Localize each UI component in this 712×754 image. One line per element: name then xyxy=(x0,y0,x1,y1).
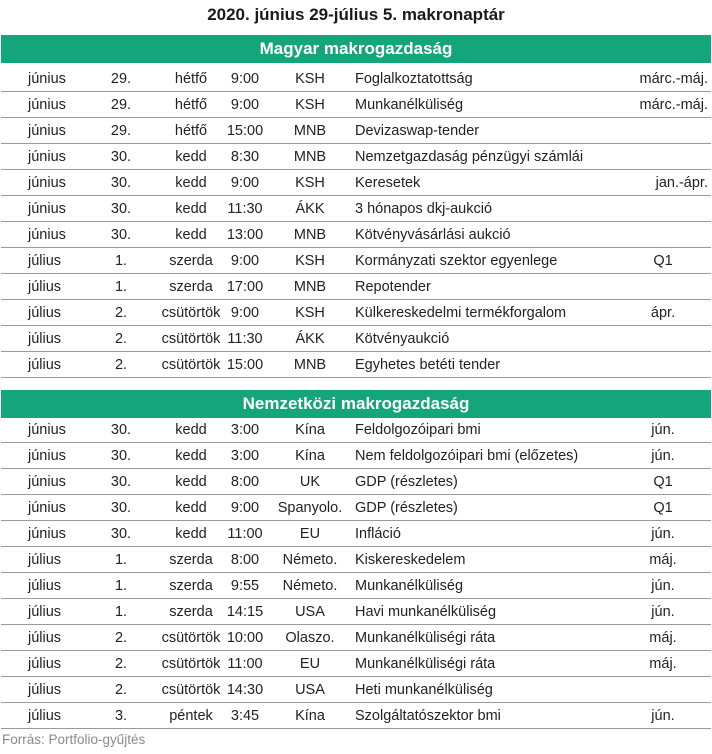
event-cell: Foglalkoztatottság xyxy=(355,71,473,87)
weekday-cell: péntek xyxy=(169,708,213,724)
time-cell: 15:00 xyxy=(226,357,264,373)
event-cell: Havi munkanélküliség xyxy=(355,604,497,620)
table-row xyxy=(1,118,711,144)
day-cell: 30. xyxy=(110,201,132,217)
month-cell: július xyxy=(28,279,62,295)
day-cell: 30. xyxy=(110,474,132,490)
table-row xyxy=(1,495,711,521)
table-row xyxy=(1,300,711,326)
weekday-cell: kedd xyxy=(175,474,207,490)
event-cell: GDP (részletes) xyxy=(355,500,458,516)
source-cell: ÁKK xyxy=(295,201,325,217)
source-cell: USA xyxy=(295,682,325,698)
event-cell: Devizaswap-tender xyxy=(355,123,480,139)
month-cell: július xyxy=(28,682,62,698)
weekday-cell: kedd xyxy=(175,227,207,243)
month-cell: június xyxy=(28,97,66,113)
time-cell: 9:00 xyxy=(230,71,260,87)
table-row xyxy=(1,651,711,677)
international-rows xyxy=(1,417,711,729)
month-cell: július xyxy=(28,630,62,646)
event-cell: Egyhetes betéti tender xyxy=(355,357,501,373)
section-header-hungarian: Magyar makrogazdaság xyxy=(1,35,711,63)
day-cell: 1. xyxy=(114,279,128,295)
day-cell: 29. xyxy=(110,71,132,87)
table-row xyxy=(1,443,711,469)
period-cell: jún. xyxy=(651,422,675,438)
weekday-cell: szerda xyxy=(169,253,213,269)
event-cell: Szolgáltatószektor bmi xyxy=(355,708,501,724)
table-row xyxy=(1,625,711,651)
table-row xyxy=(1,170,711,196)
day-cell: 1. xyxy=(114,604,128,620)
month-cell: június xyxy=(28,71,66,87)
day-cell: 1. xyxy=(114,552,128,568)
source-cell: Németo. xyxy=(282,552,338,568)
time-cell: 11:30 xyxy=(227,331,263,347)
table-row xyxy=(1,248,711,274)
period-cell: máj. xyxy=(649,552,677,568)
weekday-cell: csütörtök xyxy=(161,682,221,698)
time-cell: 9:55 xyxy=(230,578,260,594)
weekday-cell: csütörtök xyxy=(161,305,221,321)
table-row xyxy=(1,573,711,599)
day-cell: 30. xyxy=(110,500,132,516)
period-cell: Q1 xyxy=(653,474,673,490)
day-cell: 2. xyxy=(114,682,128,698)
source-cell: KSH xyxy=(295,97,325,113)
table-row xyxy=(1,599,711,625)
section-header-international: Nemzetközi makrogazdaság xyxy=(1,390,711,418)
source-cell: Kína xyxy=(295,422,325,438)
source-cell: Kína xyxy=(295,448,325,464)
event-cell: Keresetek xyxy=(355,175,421,191)
hungarian-rows xyxy=(1,66,711,378)
event-cell: 3 hónapos dkj-aukció xyxy=(355,201,493,217)
time-cell: 9:00 xyxy=(230,97,260,113)
table-row xyxy=(1,92,711,118)
day-cell: 2. xyxy=(114,656,128,672)
table-row xyxy=(1,274,711,300)
source-cell: Németo. xyxy=(282,578,338,594)
weekday-cell: csütörtök xyxy=(161,357,221,373)
source-cell: Spanyolo. xyxy=(277,500,343,516)
weekday-cell: szerda xyxy=(169,279,213,295)
event-cell: Nemzetgazdaság pénzügyi számlái xyxy=(355,149,584,165)
time-cell: 9:00 xyxy=(230,305,260,321)
source-cell: KSH xyxy=(295,305,325,321)
time-cell: 9:00 xyxy=(230,175,260,191)
table-row xyxy=(1,352,711,378)
time-cell: 11:00 xyxy=(227,656,263,672)
event-cell: Nem feldolgozóipari bmi (előzetes) xyxy=(355,448,579,464)
source-cell: EU xyxy=(299,656,321,672)
source-cell: UK xyxy=(299,474,321,490)
month-cell: június xyxy=(28,123,66,139)
month-cell: július xyxy=(28,604,62,620)
source-cell: ÁKK xyxy=(295,331,325,347)
source-cell: MNB xyxy=(293,227,327,243)
time-cell: 8:00 xyxy=(230,474,260,490)
month-cell: július xyxy=(28,253,62,269)
month-cell: július xyxy=(28,656,62,672)
event-cell: Infláció xyxy=(355,526,401,542)
source-cell: Olaszo. xyxy=(285,630,335,646)
weekday-cell: kedd xyxy=(175,448,207,464)
weekday-cell: csütörtök xyxy=(161,331,221,347)
period-cell: jún. xyxy=(651,526,675,542)
source-cell: USA xyxy=(295,604,325,620)
period-cell: jún. xyxy=(651,708,675,724)
weekday-cell: kedd xyxy=(175,500,207,516)
month-cell: június xyxy=(28,201,66,217)
day-cell: 2. xyxy=(114,331,128,347)
table-row xyxy=(1,326,711,352)
day-cell: 30. xyxy=(110,227,132,243)
event-cell: Munkanélküliségi ráta xyxy=(355,630,496,646)
month-cell: július xyxy=(28,578,62,594)
time-cell: 15:00 xyxy=(226,123,264,139)
time-cell: 3:45 xyxy=(230,708,260,724)
event-cell: GDP (részletes) xyxy=(355,474,458,490)
day-cell: 3. xyxy=(114,708,128,724)
period-cell: jún. xyxy=(651,578,675,594)
weekday-cell: hétfő xyxy=(174,97,208,113)
event-cell: Heti munkanélküliség xyxy=(355,682,493,698)
time-cell: 14:15 xyxy=(226,604,264,620)
month-cell: július xyxy=(28,331,62,347)
time-cell: 11:00 xyxy=(227,526,263,542)
time-cell: 17:00 xyxy=(226,279,264,295)
weekday-cell: szerda xyxy=(169,578,213,594)
month-cell: július xyxy=(28,305,62,321)
source-cell: KSH xyxy=(295,71,325,87)
weekday-cell: kedd xyxy=(175,149,207,165)
month-cell: július xyxy=(28,708,62,724)
month-cell: június xyxy=(28,474,66,490)
table-row xyxy=(1,677,711,703)
weekday-cell: csütörtök xyxy=(161,630,221,646)
day-cell: 1. xyxy=(114,578,128,594)
month-cell: június xyxy=(28,500,66,516)
month-cell: július xyxy=(28,357,62,373)
time-cell: 8:30 xyxy=(230,149,260,165)
event-cell: Munkanélküliség xyxy=(355,578,464,594)
source-note: Forrás: Portfolio-gyűjtés xyxy=(2,732,146,747)
source-cell: Kína xyxy=(295,708,325,724)
source-cell: KSH xyxy=(295,175,325,191)
event-cell: Kötvényaukció xyxy=(355,331,450,347)
month-cell: június xyxy=(28,526,66,542)
period-cell: márc.-máj. xyxy=(639,97,708,113)
period-cell: jún. xyxy=(651,604,675,620)
table-row xyxy=(1,521,711,547)
weekday-cell: csütörtök xyxy=(161,656,221,672)
event-cell: Munkanélküliségi ráta xyxy=(355,656,496,672)
time-cell: 14:30 xyxy=(226,682,264,698)
time-cell: 3:00 xyxy=(230,422,260,438)
day-cell: 29. xyxy=(110,123,132,139)
time-cell: 13:00 xyxy=(226,227,264,243)
day-cell: 29. xyxy=(110,97,132,113)
source-cell: MNB xyxy=(293,279,327,295)
period-cell: Q1 xyxy=(653,500,673,516)
weekday-cell: szerda xyxy=(169,604,213,620)
event-cell: Kiskereskedelem xyxy=(355,552,466,568)
time-cell: 8:00 xyxy=(230,552,260,568)
source-cell: KSH xyxy=(295,253,325,269)
time-cell: 9:00 xyxy=(230,500,260,516)
table-row xyxy=(1,703,711,729)
period-cell: márc.-máj. xyxy=(639,71,708,87)
weekday-cell: kedd xyxy=(175,526,207,542)
source-cell: EU xyxy=(299,526,321,542)
day-cell: 30. xyxy=(110,149,132,165)
table-row xyxy=(1,144,711,170)
month-cell: június xyxy=(28,175,66,191)
day-cell: 2. xyxy=(114,357,128,373)
period-cell: máj. xyxy=(649,656,677,672)
time-cell: 10:00 xyxy=(226,630,264,646)
period-cell: máj. xyxy=(649,630,677,646)
day-cell: 30. xyxy=(110,175,132,191)
period-cell: jan.-ápr. xyxy=(655,175,708,191)
period-cell: jún. xyxy=(651,448,675,464)
day-cell: 2. xyxy=(114,305,128,321)
weekday-cell: kedd xyxy=(175,201,207,217)
event-cell: Kötvényvásárlási aukció xyxy=(355,227,511,243)
day-cell: 2. xyxy=(114,630,128,646)
table-row xyxy=(1,417,711,443)
source-cell: MNB xyxy=(293,149,327,165)
source-cell: MNB xyxy=(293,123,327,139)
day-cell: 30. xyxy=(110,422,132,438)
event-cell: Repotender xyxy=(355,279,431,295)
table-row xyxy=(1,469,711,495)
weekday-cell: kedd xyxy=(175,175,207,191)
source-cell: MNB xyxy=(293,357,327,373)
event-cell: Munkanélküliség xyxy=(355,97,464,113)
month-cell: június xyxy=(28,422,66,438)
month-cell: június xyxy=(28,448,66,464)
weekday-cell: kedd xyxy=(175,422,207,438)
day-cell: 30. xyxy=(110,448,132,464)
month-cell: június xyxy=(28,227,66,243)
time-cell: 11:30 xyxy=(227,201,263,217)
table-row xyxy=(1,66,711,92)
weekday-cell: hétfő xyxy=(174,123,208,139)
period-cell: Q1 xyxy=(653,253,673,269)
page-title: 2020. június 29-július 5. makronaptár xyxy=(207,5,505,24)
weekday-cell: hétfő xyxy=(174,71,208,87)
day-cell: 1. xyxy=(114,253,128,269)
period-cell: ápr. xyxy=(650,305,676,321)
day-cell: 30. xyxy=(110,526,132,542)
event-cell: Külkereskedelmi termékforgalom xyxy=(355,305,567,321)
month-cell: július xyxy=(28,552,62,568)
event-cell: Feldolgozóipari bmi xyxy=(355,422,481,438)
time-cell: 9:00 xyxy=(230,253,260,269)
weekday-cell: szerda xyxy=(169,552,213,568)
table-row xyxy=(1,196,711,222)
month-cell: június xyxy=(28,149,66,165)
table-row xyxy=(1,222,711,248)
table-row xyxy=(1,547,711,573)
event-cell: Kormányzati szektor egyenlege xyxy=(355,253,558,269)
time-cell: 3:00 xyxy=(230,448,260,464)
